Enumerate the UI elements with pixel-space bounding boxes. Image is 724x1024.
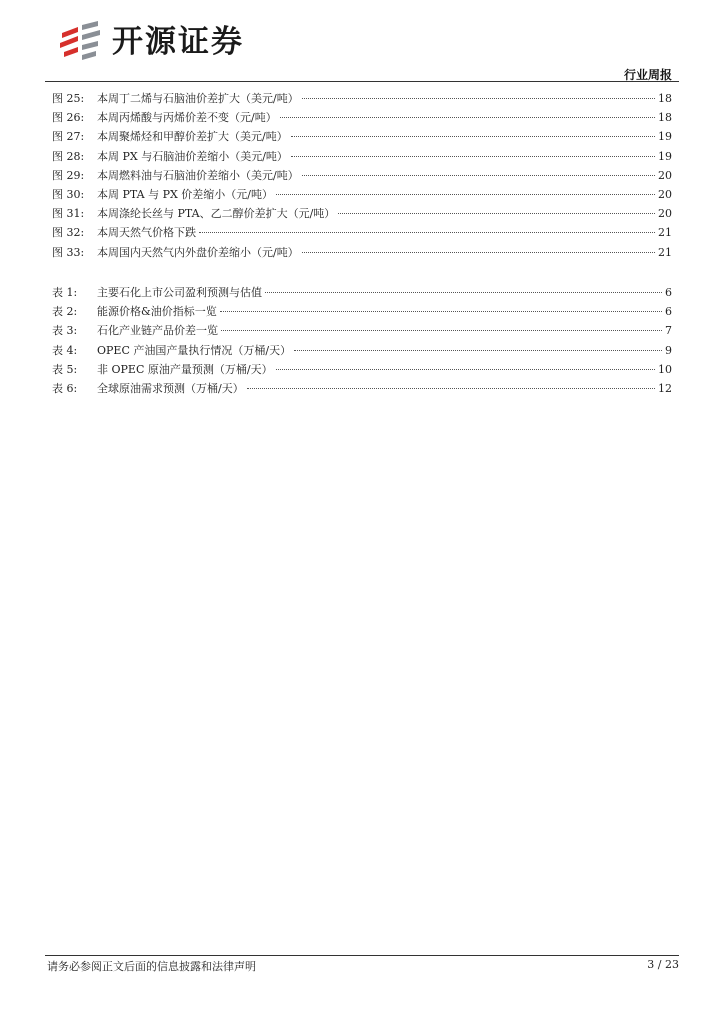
entry-page-number: 6 (665, 305, 672, 319)
dot-leader (291, 136, 655, 137)
figure-list-item[interactable] (52, 223, 672, 242)
entry-title: 本周涤纶长丝与 PTA、乙二醇价差扩大（元/吨） (97, 207, 336, 221)
logo-text: 开源证券 (112, 24, 244, 60)
entry-title: 本周 PX 与石脑油价差缩小（美元/吨） (97, 149, 288, 163)
figure-list-item[interactable] (52, 89, 672, 108)
figure-list-item[interactable] (52, 243, 672, 262)
dot-leader (220, 311, 662, 312)
dot-leader (302, 98, 655, 99)
dot-leader (280, 117, 655, 118)
entry-title: 本周天然气价格下跌 (97, 226, 196, 240)
entry-page-number: 20 (658, 207, 672, 221)
entry-number: 图 25: (52, 92, 85, 105)
entry-page-number: 18 (658, 92, 672, 105)
entry-number: 表 3: (52, 324, 78, 338)
figure-list (52, 89, 672, 262)
entry-number: 图 32: (52, 226, 85, 240)
dot-leader (221, 330, 662, 331)
page-indicator: 3 / 23 (647, 958, 679, 971)
dot-leader (338, 213, 655, 214)
table-list-item[interactable] (52, 379, 672, 398)
entry-title: 本周丙烯酸与丙烯价差不变（元/吨） (97, 111, 277, 125)
dot-leader (265, 292, 662, 293)
entry-number: 表 2: (52, 305, 78, 319)
entry-page-number: 18 (658, 111, 672, 125)
table-list-item[interactable] (52, 360, 672, 379)
entry-page-number: 10 (658, 362, 672, 376)
entry-number: 图 30: (52, 187, 85, 201)
entry-title: 非 OPEC 原油产量预测（万桶/天） (97, 362, 273, 376)
figure-list-item[interactable] (52, 204, 672, 223)
entry-title: 石化产业链产品价差一览 (97, 324, 218, 338)
figure-list-item[interactable] (52, 127, 672, 146)
entry-page-number: 9 (665, 343, 672, 357)
dot-leader (276, 194, 655, 195)
entry-number: 表 1: (52, 286, 78, 299)
disclaimer-text: 请务必参阅正文后面的信息披露和法律声明 (47, 960, 256, 973)
entry-title: 本周丁二烯与石脑油价差扩大（美元/吨） (97, 92, 299, 105)
dot-leader (199, 232, 655, 233)
report-type-label: 行业周报 (623, 68, 672, 82)
kaiyuan-logo-icon (58, 21, 104, 63)
entry-page-number: 19 (658, 130, 672, 144)
entry-page-number: 21 (658, 226, 672, 240)
figure-list-item[interactable] (52, 166, 672, 185)
entry-title: 本周聚烯烃和甲醇价差扩大（美元/吨） (97, 130, 288, 144)
entry-number: 表 5: (52, 362, 78, 376)
entry-number: 图 31: (52, 207, 85, 221)
entry-number: 图 27: (52, 130, 85, 144)
entry-page-number: 12 (658, 381, 672, 395)
entry-title: 本周 PTA 与 PX 价差缩小（元/吨） (97, 187, 274, 201)
entry-number: 图 29: (52, 168, 85, 182)
company-logo (58, 20, 244, 64)
table-list (52, 283, 672, 398)
dot-leader (247, 388, 655, 389)
entry-page-number: 19 (658, 149, 672, 163)
entry-page-number: 20 (658, 187, 672, 201)
entry-page-number: 20 (658, 168, 672, 182)
table-list-item[interactable] (52, 341, 672, 360)
dot-leader (276, 369, 655, 370)
table-list-item[interactable] (52, 283, 672, 302)
entry-title: 全球原油需求预测（万桶/天） (97, 381, 244, 395)
figure-list-item[interactable] (52, 108, 672, 127)
entry-number: 表 6: (52, 381, 78, 395)
entry-number: 表 4: (52, 343, 78, 357)
entry-number: 图 26: (52, 111, 85, 125)
entry-title: 本周国内天然气内外盘价差缩小（元/吨） (97, 245, 299, 259)
figure-list-item[interactable] (52, 185, 672, 204)
entry-page-number: 7 (665, 324, 672, 338)
dot-leader (302, 252, 655, 253)
figure-list-item[interactable] (52, 147, 672, 166)
dot-leader (302, 175, 655, 176)
dot-leader (294, 350, 662, 351)
entry-number: 图 28: (52, 149, 85, 163)
entry-number: 图 33: (52, 245, 85, 259)
table-list-item[interactable] (52, 302, 672, 321)
entry-page-number: 6 (665, 286, 672, 299)
table-list-item[interactable] (52, 321, 672, 340)
entry-title: 能源价格&油价指标一览 (97, 305, 217, 319)
entry-title: 本周燃料油与石脑油价差缩小（美元/吨） (97, 168, 299, 182)
entry-page-number: 21 (658, 245, 672, 259)
header-divider (45, 81, 679, 82)
entry-title: OPEC 产油国产量执行情况（万桶/天） (97, 343, 292, 357)
entry-title: 主要石化上市公司盈利预测与估值 (97, 286, 262, 299)
footer-divider (45, 955, 679, 956)
dot-leader (291, 156, 655, 157)
